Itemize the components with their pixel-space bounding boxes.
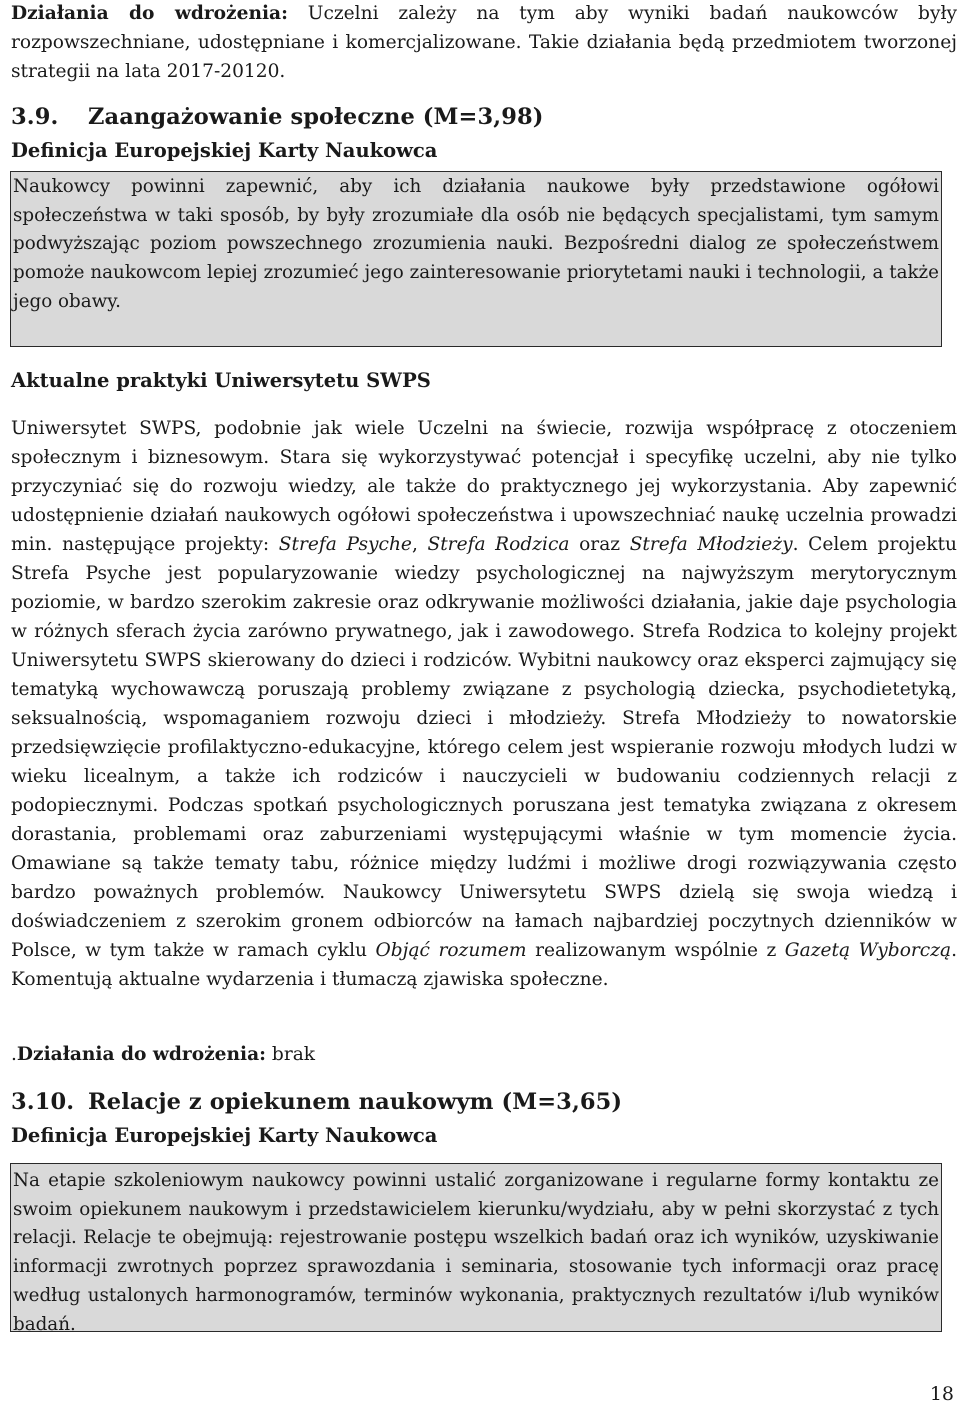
page-number: 18 — [929, 1383, 954, 1405]
intro-text: Uczelni zależy na tym aby wyniki badań naukowców były rozpowszechniane, udostępniane i komercjalizowane. Takie działania będą przedmiotem tworzonej strategii na lata 2017-20120. — [11, 3, 957, 82]
charter-definition-text: Naukowcy powinni zapewnić, aby ich działania naukowe były przedstawione ogółowi społeczeństwa w taki sposób, by były zrozumiałe dla osób nie będących specjalistami, tym samym podwyższając poziom powszechnego zrozumienia nauki. Bezpośredni dialog ze społeczeństwem pomoże naukowcom lepiej zrozumieć jego zainteresowanie priorytetami nauki i technologii, a także jego obawy. — [13, 176, 939, 312]
practice-text-part: . Celem projektu Strefa Psyche jest popularyzowanie wiedzy psychologicznej na najwyższym merytorycznym poziomie, w bardzo szerokim zakresie oraz odkrywanie możliwości działania, jakie daje psychologia w różnych sferach życia zarówno prywatnego, jak i zawodowego. Strefa Rodzica to kolejny projekt Uniwersytetu SWPS skierowany do dzieci i rodziców. Wybitni naukowcy oraz eksperci zajmujący się tematyką wychowawczą poruszają problemy związane z psychologią dziecka, psychodietetyką, seksualnością, wspomaganiem rozwoju dzieci i młodzieży. Strefa Młodzieży to nowatorskie przedsięwzięcie profilaktyczno-edukacyjne, którego celem jest wspieranie rozwoju młodych ludzi w wieku licealnym, a także ich rodziców i nauczycieli w budowaniu codziennych relacji z podopiecznymi. Podczas spotkań psychologicznych poruszana jest tematyka związana z okresem dorastania, problemami oraz zaburzeniami występującymi właśnie w tym momencie życia. Omawiane są także tematy tabu, różnice między ludźmi i możliwe drogi rozwiązywania często bardzo poważnych problemów. Naukowcy Uniwersytetu SWPS dzielą się swoja wiedzą i doświadczeniem z szerokim gronem odbiorców na łamach najbardziej poczytnych dzienników w Polsce, w tym także w ramach cyklu — [11, 534, 958, 961]
current-practices-heading: Aktualne praktyki Uniwersytetu SWPS — [11, 369, 431, 392]
intro-paragraph — [11, 0, 957, 86]
section-heading-3-10 — [11, 1089, 622, 1115]
actions-label: Działania do wdrożenia: — [16, 1044, 266, 1065]
section-number: 3.9. — [11, 104, 59, 130]
charter-definition-box — [10, 171, 942, 347]
section-number: 3.10. — [11, 1089, 75, 1115]
actions-value: brak — [266, 1044, 316, 1065]
actions-prefix: . — [11, 1044, 17, 1065]
charter-definition-text: Na etapie szkoleniowym naukowcy powinni ustalić zorganizowane i regularne formy kontaktu ze swoim opiekunem naukowym i przedstawicielem kierunku/wydziału, aby w pełni skorzystać z tych relacji. Relacje te obejmują: rejestrowanie postępu wszelkich badań oraz ich wyników, uzyskiwanie informacji zwrotnych poprzez sprawozdania i seminaria, stosowanie tych informacji oraz pracę według ustalonych harmonogramów, terminów wykonania, praktycznych rezultatów i/lub wyników badań. — [13, 1170, 939, 1335]
section-title: Relacje z opiekunem naukowym (M=3,65) — [88, 1089, 623, 1115]
newspaper-name: Gazetą Wyborczą — [784, 940, 952, 961]
project-name: Strefa Młodzieży — [629, 534, 793, 555]
section-heading-3-9 — [11, 104, 543, 130]
separator-text: , — [411, 534, 428, 555]
project-name: Strefa Rodzica — [427, 534, 570, 555]
separator-text: oraz — [569, 534, 630, 555]
section-title: Zaangażowanie społeczne (M=3,98) — [88, 104, 544, 130]
series-name: Objąć rozumem — [375, 940, 527, 961]
charter-definition-heading: Definicja Europejskiej Karty Naukowca — [11, 139, 438, 162]
practice-text-part: Uniwersytet SWPS, podobnie jak wiele Uczelni na świecie, rozwija współpracę z otoczeniem społecznym i biznesowym. Stara się wykorzystywać potencjał i specyfikę uczelni, aby nie tylko przyczyniać się do rozwoju wiedzy, ale także do praktycznego jej wykorzystania. Aby zapewnić udostępnienie działań naukowych ogółowi społeczeństwa i upowszechniać naukę uczelnia prowadzi min. następujące projekty: — [11, 418, 957, 555]
actions-to-implement — [11, 1040, 315, 1069]
practice-text-part: . Komentują aktualne wydarzenia i tłumaczą zjawiska społeczne. — [11, 940, 958, 990]
charter-definition-box — [10, 1163, 942, 1335]
project-name: Strefa Psyche — [278, 534, 412, 555]
current-practices-text — [11, 414, 957, 994]
practice-text-part: realizowanym wspólnie z — [526, 940, 785, 961]
intro-label: Działania do wdrożenia: — [11, 3, 288, 24]
charter-definition-heading: Definicja Europejskiej Karty Naukowca — [11, 1124, 438, 1147]
